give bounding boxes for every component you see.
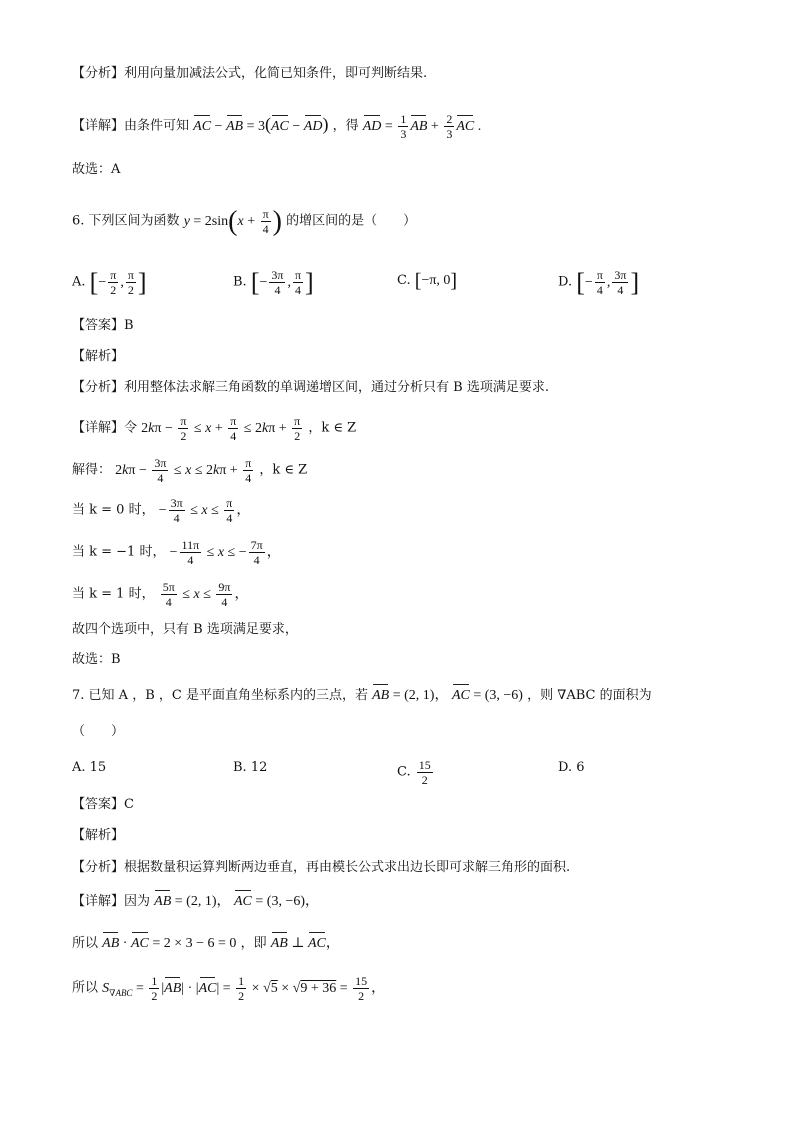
q6-case-neg1-math: − $\frac{11\pi}{4}$ ≤ x ≤ − $\frac{7\pi}{4}$ ，: [169, 538, 281, 567]
q6-solve-math: 2kπ − $\frac{3\pi}{4}$ ≤ x ≤ 2kπ + $\frac{\pi}{4}$: [115, 456, 252, 485]
q7-detail: [72, 892, 319, 912]
q7-stem-suffix: ，则 ∇ABC 的面积为: [527, 688, 652, 703]
q6-case-0-label: 当 k = 0 时，: [72, 502, 155, 518]
q6-stem-prefix: 6. 下列区间为函数: [72, 213, 180, 229]
q7-option-c: [397, 758, 435, 787]
q6-case-1-label: 当 k = 1 时，: [72, 586, 155, 602]
q7-jiexi: 【解析】: [72, 828, 125, 843]
q6-option-b-math: [− $\frac{3\pi}{4}$ , $\frac{\pi}{4}$ ]: [250, 267, 314, 297]
q7-option-b: B. 12: [233, 760, 268, 775]
q6-case-0-math: − $\frac{3\pi}{4}$ ≤ x ≤ $\frac{\pi}{4}$ ，: [158, 496, 251, 525]
q6-conclusion: 故四个选项中，只有 B 选项满足要求，: [72, 622, 298, 637]
q6-option-b-label: B.: [233, 274, 247, 290]
q7-given: AB = (2, 1)， AC = (3, −6): [372, 688, 523, 703]
q6-answer-line: 故选：B: [72, 652, 121, 667]
q6-analysis: 【分析】利用整体法求解三角函数的单调递增区间，通过分析只有 B 选项满足要求.: [72, 380, 549, 395]
q6-option-d-math: [− $\frac{\pi}{4}$ , $\frac{3\pi}{4}$ ]: [576, 267, 640, 297]
q6-option-a-math: [− $\frac{\pi}{2}$ , $\frac{\pi}{2}$ ]: [89, 267, 147, 297]
q6-detail-math: 2kπ − $\frac{\pi}{2}$ ≤ x + $\frac{\pi}{4}$ ≤ 2kπ + $\frac{\pi}{2}$: [141, 414, 301, 443]
q7-so2-label: 所以: [72, 980, 99, 996]
q7-option-c-math: $\frac{15}{2}$: [418, 758, 431, 787]
q6-option-c: [397, 268, 457, 294]
q6-solve: [72, 456, 307, 485]
q6-case-neg1-label: 当 k = −1 时，: [72, 544, 166, 560]
q6-function: y = 2sin(x + $\frac{\pi}{4}$ ): [183, 205, 282, 237]
q7-detail-prefix: 【详解】因为: [72, 894, 151, 909]
q6-option-b: [233, 268, 314, 297]
q7-perpendicular: AB ⊥ AC，: [271, 936, 340, 951]
q5-answer-line: 故选：A: [72, 162, 121, 177]
q7-so1: [72, 934, 340, 954]
q7-paren: （ ）: [72, 724, 125, 739]
q7-so1-label: 所以: [72, 936, 99, 951]
q5-detail-mid: ，得: [332, 118, 359, 134]
q6-option-c-math: [−π, 0]: [414, 270, 458, 292]
q5-detail-prefix: 【详解】由条件可知: [72, 118, 190, 134]
q5-equation-1: AC − AB = 3(AC − AD): [193, 119, 328, 134]
q6-case-0: [72, 496, 250, 525]
q7-so2: [72, 974, 385, 1003]
q5-detail: [72, 112, 481, 141]
q6-option-d: [558, 268, 639, 297]
q6-option-c-label: C.: [397, 273, 411, 289]
q6-solve-k: ，k ∈ Z: [259, 462, 308, 478]
q7-option-d: D. 6: [558, 760, 585, 775]
q7-option-a: A. 15: [72, 760, 107, 775]
q7-so1-mid: ，即: [240, 936, 267, 951]
q6-case-1-math: $\frac{5\pi}{4}$ ≤ x ≤ $\frac{9\pi}{4}$ ，: [162, 580, 249, 609]
q7-option-c-label: C.: [397, 764, 411, 780]
q6-detail-prefix: 【详解】令: [72, 420, 138, 436]
q7-stem: [72, 686, 652, 706]
q6-answer: 【答案】B: [72, 318, 134, 333]
q7-answer: 【答案】C: [72, 797, 134, 812]
q6-detail: [72, 414, 356, 443]
q6-option-a: [72, 268, 147, 297]
q7-dot-product: AB · AC = 2 × 3 − 6 = 0: [102, 936, 236, 951]
q6-option-d-label: D.: [558, 274, 573, 290]
q6-jiexi: 【解析】: [72, 349, 125, 364]
q5-analysis: 【分析】利用向量加减法公式，化简已知条件，即可判断结果.: [72, 66, 428, 81]
q7-detail-math: AB = (2, 1)， AC = (3, −6)，: [154, 894, 319, 909]
q6-case-neg1: [72, 538, 281, 567]
q6-case-1: [72, 580, 248, 609]
q7-analysis: 【分析】根据数量积运算判断两边垂直，再由模长公式求出边长即可求解三角形的面积.: [72, 860, 571, 875]
q6-detail-k: ，k ∈ Z: [308, 420, 357, 436]
q6-stem: [72, 207, 416, 236]
q6-stem-suffix: 的增区间的是（ ）: [286, 213, 417, 229]
q5-equation-2: AD = $\frac{1}{3}$ AB + $\frac{2}{3}$ AC .: [362, 112, 482, 141]
q6-solve-prefix: 解得：: [72, 462, 112, 478]
q6-option-a-label: A.: [72, 274, 86, 290]
q7-area-formula: $S_{\nabla ABC}$ = $\frac{1}{2}$ |AB| · |AC| = $\frac{1}{2}$ × √5 × √9 + 36 = $\frac{15}{2}$ ，: [102, 974, 386, 1003]
q7-stem-prefix: 7. 已知 A ，B ，C 是平面直角坐标系内的三点，若: [72, 688, 368, 703]
